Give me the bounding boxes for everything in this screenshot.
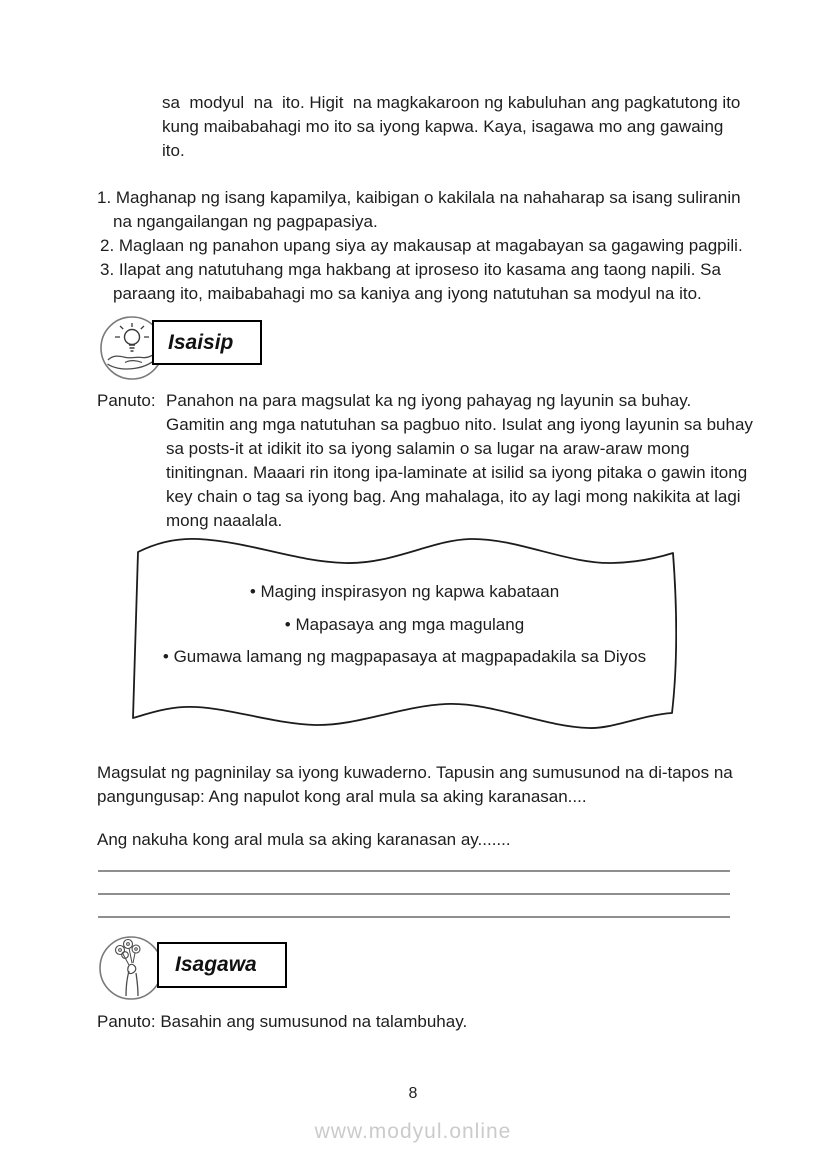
watermark: www.modyul.online — [314, 1120, 512, 1143]
isaisip-section-box — [152, 320, 262, 365]
banner-bullet: • Maging inspirasyon ng kapwa kabataan — [249, 582, 560, 601]
wavy-banner — [132, 536, 677, 732]
reflection-prompt: Ang nakuha kong aral mula sa aking karanasan ay....... — [97, 830, 511, 849]
step-line: 3. Ilapat ang natutuhang mga hakbang at iproseso ito kasama ang taong napili. Sa — [100, 260, 721, 279]
reflection-line: pangungusap: Ang napulot kong aral mula sa aking karanasan.... — [97, 787, 587, 806]
step-line: 2. Maglaan ng panahon upang siya ay makausap at magabayan sa gagawing pagpili. — [100, 236, 743, 255]
answer-line — [98, 872, 730, 895]
reflection-paragraph — [97, 761, 737, 809]
isagawa-section-label: Isagawa — [175, 953, 257, 976]
reflection-line: Magsulat ng pagninilay sa iyong kuwaderno. Tapusin ang sumusunod na di-tapos na — [97, 763, 733, 782]
panuto-line: key chain o tag sa iyong bag. Ang mahalaga, ito ay lagi mong nakikita at lagi — [166, 487, 741, 506]
intro-line: kung maibabahagi mo ito sa iyong kapwa. Kaya, isagawa mo ang gawaing — [162, 117, 724, 136]
intro-line: sa modyul na ito. Higit na magkakaroon ng kabuluhan ang pagkatutong ito — [162, 93, 741, 112]
panuto-line: sa posts-it at idikit ito sa iyong salamin o sa lugar na araw-araw mong — [166, 439, 690, 458]
isagawa-section-box — [157, 942, 287, 988]
page-number: 8 — [408, 1085, 418, 1102]
panuto-line: tinitingnan. Maaari rin itong ipa-laminate at isilid sa iyong pitaka o gawin itong — [166, 463, 748, 482]
panuto-line: Panahon na para magsulat ka ng iyong pahayag ng layunin sa buhay. — [166, 391, 692, 410]
step-line: 1. Maghanap ng isang kapamilya, kaibigan o kakilala na nahaharap sa isang suliranin — [97, 188, 741, 207]
panuto-line: mong naaalala. — [166, 511, 283, 530]
step-line: paraang ito, maibabahagi mo sa kaniya ang iyong natutuhan sa modyul na ito. — [113, 284, 702, 303]
hand-holding-flowers-icon — [98, 935, 164, 1001]
banner-bullet: • Mapasaya ang mga magulang — [284, 615, 525, 634]
intro-paragraph — [162, 91, 742, 163]
panuto-isaisip-text — [166, 389, 766, 533]
numbered-steps-list — [97, 186, 743, 306]
answer-line — [98, 849, 730, 872]
panuto-label: Panuto: — [97, 391, 156, 410]
panuto-line: Gamitin ang mga natutuhan sa pagbuo nito. Isulat ang iyong layunin sa buhay — [166, 415, 753, 434]
panuto-isagawa-text: Panuto: Basahin ang sumusunod na talambuhay. — [97, 1012, 468, 1031]
banner-bullet: • Gumawa lamang ng magpapasaya at magpapadakila sa Diyos — [162, 647, 647, 666]
answer-line — [98, 895, 730, 918]
isaisip-section-label: Isaisip — [168, 330, 234, 354]
intro-line: ito. — [162, 141, 185, 160]
step-line: na ngangailangan ng pagpapasiya. — [113, 212, 378, 231]
